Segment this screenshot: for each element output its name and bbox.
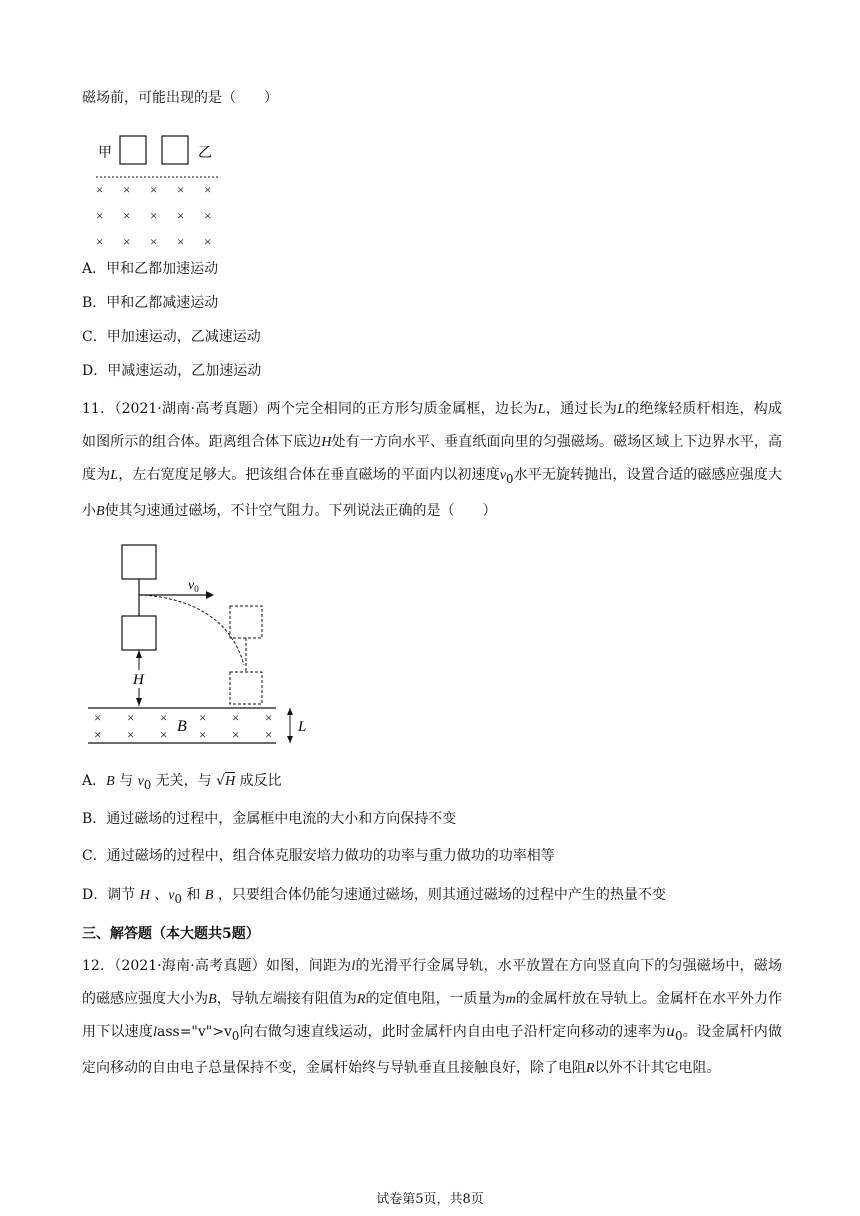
field-cross: ×	[123, 208, 131, 223]
field-cross: ×	[177, 208, 185, 223]
q10-option-a[interactable]: A．甲和乙都加速运动	[82, 261, 219, 277]
frame-yi	[162, 136, 188, 164]
q11-option-a[interactable]: A．B 与 $v_0$ 无关，与 √H 成反比	[82, 773, 282, 792]
field-cross: ×	[96, 208, 104, 223]
q11-question	[82, 393, 782, 528]
q12-number: 12．	[82, 958, 115, 974]
q11-option-c[interactable]: C．通过磁场的过程中，组合体克服安培力做功的功率与重力做功的功率相等	[82, 848, 555, 864]
fig-label-yi: 乙	[198, 146, 212, 161]
v0-label: $v_0$	[188, 578, 199, 594]
field-cross: ×	[123, 182, 131, 197]
section-heading: 三、解答题（本大题共5题）	[82, 926, 260, 942]
field-cross: ×	[160, 727, 168, 742]
field-cross: ×	[160, 710, 168, 725]
field-cross: ×	[127, 710, 135, 725]
field-cross: ×	[204, 234, 212, 245]
q10-option-d[interactable]: D．甲减速运动，乙加速运动	[82, 363, 262, 379]
q11-number: 11．	[82, 401, 115, 417]
q10-figure	[88, 130, 228, 245]
page-footer: 试卷第5页，共8页	[376, 1192, 484, 1207]
q10-option-c[interactable]: C．甲加速运动，乙减速运动	[82, 329, 261, 345]
B-label: B	[177, 718, 187, 735]
field-cross: ×	[204, 182, 212, 197]
dashed-upper-frame	[230, 606, 262, 638]
q11-option-d[interactable]: D．调节 H 、$v_0$ 和 B ，只要组合体仍能匀速通过磁场，则其通过磁场的过程中产生的热量不变	[82, 887, 666, 906]
field-cross: ×	[94, 727, 102, 742]
q11-option-b[interactable]: B．通过磁场的过程中，金属框中电流的大小和方向保持不变	[82, 811, 457, 827]
fig-label-jia: 甲	[98, 146, 112, 161]
q11-figure	[86, 540, 316, 755]
field-cross: ×	[150, 208, 158, 223]
H-label: H	[133, 672, 144, 688]
q11-source: （2021·湖南·高考真题）	[114, 401, 267, 417]
q12-question	[82, 950, 782, 1085]
field-cross: ×	[199, 710, 207, 725]
q12-source: （2021·海南·高考真题）	[114, 958, 267, 974]
field-cross: ×	[96, 234, 104, 245]
field-cross: ×	[177, 182, 185, 197]
field-cross: ×	[232, 710, 240, 725]
dashed-lower-frame	[230, 672, 262, 704]
q11-text: 两个完全相同的正方形匀质金属框，边长为L，通过长为L的绝缘轻质杆相连，构成如图所示的组合体。距离组合体下底边H处有一方向水平、垂直纸面向里的匀强磁场。磁场区域上下边界水平，高度为L，左右宽度足够大。把该组合体在垂直磁场的平面内以初速度$v_0$水平无旋转抛出，设置合适的磁感应强度大小B使其匀速通过磁场，不计空气阻力。下列说法正确的是（ ）	[82, 401, 783, 519]
q10-option-b[interactable]: B．甲和乙都减速运动	[82, 295, 219, 311]
q12-text: 如图，间距为l的光滑平行金属导轨，水平放置在方向竖直向下的匀强磁场中，磁场的磁感应强度大小为B，导轨左端接有阻值为R的定值电阻，一质量为m的金属杆放在导轨上。金属杆在水平外力作用下以速度$lass="v">v_0$向右做匀速直线运动，此时金属杆内自由电子沿杆定向移动的速率为$u_0$。设金属杆内做定向移动的自由电子总量保持不变，金属杆始终与导轨垂直且接触良好，除了电阻R以外不计其它电阻。	[82, 958, 783, 1076]
field-crosses	[96, 182, 211, 245]
field-cross: ×	[204, 208, 212, 223]
field-cross: ×	[94, 710, 102, 725]
frame-jia	[120, 136, 146, 164]
field-cross: ×	[177, 234, 185, 245]
field-cross: ×	[150, 234, 158, 245]
field-cross: ×	[123, 234, 131, 245]
field-cross: ×	[265, 727, 273, 742]
trajectory	[144, 595, 244, 665]
field-cross: ×	[232, 727, 240, 742]
L-label: L	[298, 719, 307, 735]
field-cross: ×	[265, 710, 273, 725]
lower-frame	[122, 616, 156, 650]
field-cross: ×	[96, 182, 104, 197]
field-cross: ×	[199, 727, 207, 742]
q10-stem-tail: 磁场前，可能出现的是（ ）	[82, 90, 278, 106]
upper-frame	[122, 545, 156, 579]
field-cross: ×	[127, 727, 135, 742]
field-cross: ×	[150, 182, 158, 197]
